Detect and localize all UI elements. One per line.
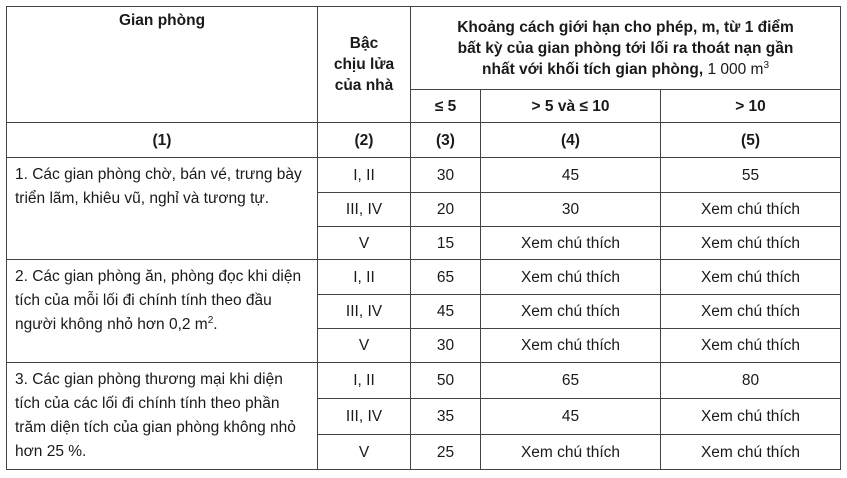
distance-cell-gt10: Xem chú thích — [661, 399, 841, 435]
column-number-row — [7, 123, 841, 158]
distance-cell-5to10: Xem chú thích — [481, 260, 661, 295]
distance-cell-5to10: Xem chú thích — [481, 227, 661, 260]
distance-cell-gt10: Xem chú thích — [661, 227, 841, 260]
subheader-col-3: ≤ 5 — [411, 90, 481, 123]
distance-cell-gt10: 55 — [661, 158, 841, 193]
header-fire-rating-line3: của nhà — [334, 77, 394, 94]
distance-cell-5to10: 45 — [481, 399, 661, 435]
distance-cell-gt10: Xem chú thích — [661, 295, 841, 329]
header-fire-rating-line1: Bậc — [349, 35, 379, 52]
group-2-description-text: 2. Các gian phòng ăn, phòng đọc khi diện tích của mỗi lối đi chính tính theo đầu người không nhỏ hơn 0,2 m — [15, 268, 302, 333]
column-number-3: (3) — [411, 123, 481, 158]
group-2-description — [7, 260, 318, 363]
distance-cell-le5: 50 — [411, 363, 481, 399]
distance-cell-le5: 30 — [411, 329, 481, 363]
fire-rating-cell: V — [318, 435, 411, 470]
subheader-col-5: > 10 — [661, 90, 841, 123]
distance-cell-le5: 35 — [411, 399, 481, 435]
distance-cell-gt10: Xem chú thích — [661, 435, 841, 470]
group-2-description-end: . — [213, 316, 218, 333]
header-row — [7, 7, 841, 90]
header-distance-unit-sup: 3 — [763, 59, 770, 71]
distance-cell-le5: 45 — [411, 295, 481, 329]
header-distance-line1: Khoảng cách giới hạn cho phép, m, từ 1 điểm — [457, 18, 794, 36]
fire-rating-cell: III, IV — [318, 399, 411, 435]
distance-cell-5to10: Xem chú thích — [481, 435, 661, 470]
column-number-5: (5) — [661, 123, 841, 158]
fire-rating-cell: I, II — [318, 158, 411, 193]
fire-rating-cell: I, II — [318, 260, 411, 295]
group-3-description: 3. Các gian phòng thương mại khi diện tích của các lối đi chính tính theo phần trăm diện tích của gian phòng không nhỏ hơn 25 %. — [7, 363, 318, 470]
table-row — [7, 158, 841, 193]
distance-cell-gt10: 80 — [661, 363, 841, 399]
header-fire-rating — [318, 7, 411, 123]
distance-cell-gt10: Xem chú thích — [661, 193, 841, 227]
distance-cell-le5: 65 — [411, 260, 481, 295]
header-room: Gian phòng — [7, 7, 318, 123]
fire-rating-cell: I, II — [318, 363, 411, 399]
header-distance-line2: bất kỳ của gian phòng tới lối ra thoát nạn gần — [457, 39, 794, 57]
header-distance-unit: 1 000 m — [703, 60, 764, 78]
distance-cell-le5: 15 — [411, 227, 481, 260]
column-number-4: (4) — [481, 123, 661, 158]
header-fire-rating-line2: chịu lửa — [333, 56, 395, 73]
distance-cell-5to10: Xem chú thích — [481, 295, 661, 329]
distance-cell-5to10: Xem chú thích — [481, 329, 661, 363]
distance-cell-5to10: 45 — [481, 158, 661, 193]
column-number-2: (2) — [318, 123, 411, 158]
table-row — [7, 363, 841, 399]
group-2-description-sup: 2 — [207, 314, 214, 326]
column-number-1: (1) — [7, 123, 318, 158]
fire-rating-cell: V — [318, 227, 411, 260]
evacuation-distance-table — [6, 6, 841, 470]
header-distance-line3-text: nhất với khối tích gian phòng, — [482, 60, 704, 78]
table-row — [7, 260, 841, 295]
subheader-col-4: > 5 và ≤ 10 — [481, 90, 661, 123]
fire-rating-cell: V — [318, 329, 411, 363]
fire-rating-cell: III, IV — [318, 193, 411, 227]
distance-cell-le5: 25 — [411, 435, 481, 470]
distance-cell-le5: 20 — [411, 193, 481, 227]
distance-cell-gt10: Xem chú thích — [661, 260, 841, 295]
distance-cell-5to10: 65 — [481, 363, 661, 399]
header-distance-line3 — [415, 59, 836, 80]
header-distance — [411, 7, 841, 90]
fire-rating-cell: III, IV — [318, 295, 411, 329]
distance-cell-gt10: Xem chú thích — [661, 329, 841, 363]
distance-cell-le5: 30 — [411, 158, 481, 193]
distance-cell-5to10: 30 — [481, 193, 661, 227]
group-1-description: 1. Các gian phòng chờ, bán vé, trưng bày triển lãm, khiêu vũ, nghỉ và tương tự. — [7, 158, 318, 260]
